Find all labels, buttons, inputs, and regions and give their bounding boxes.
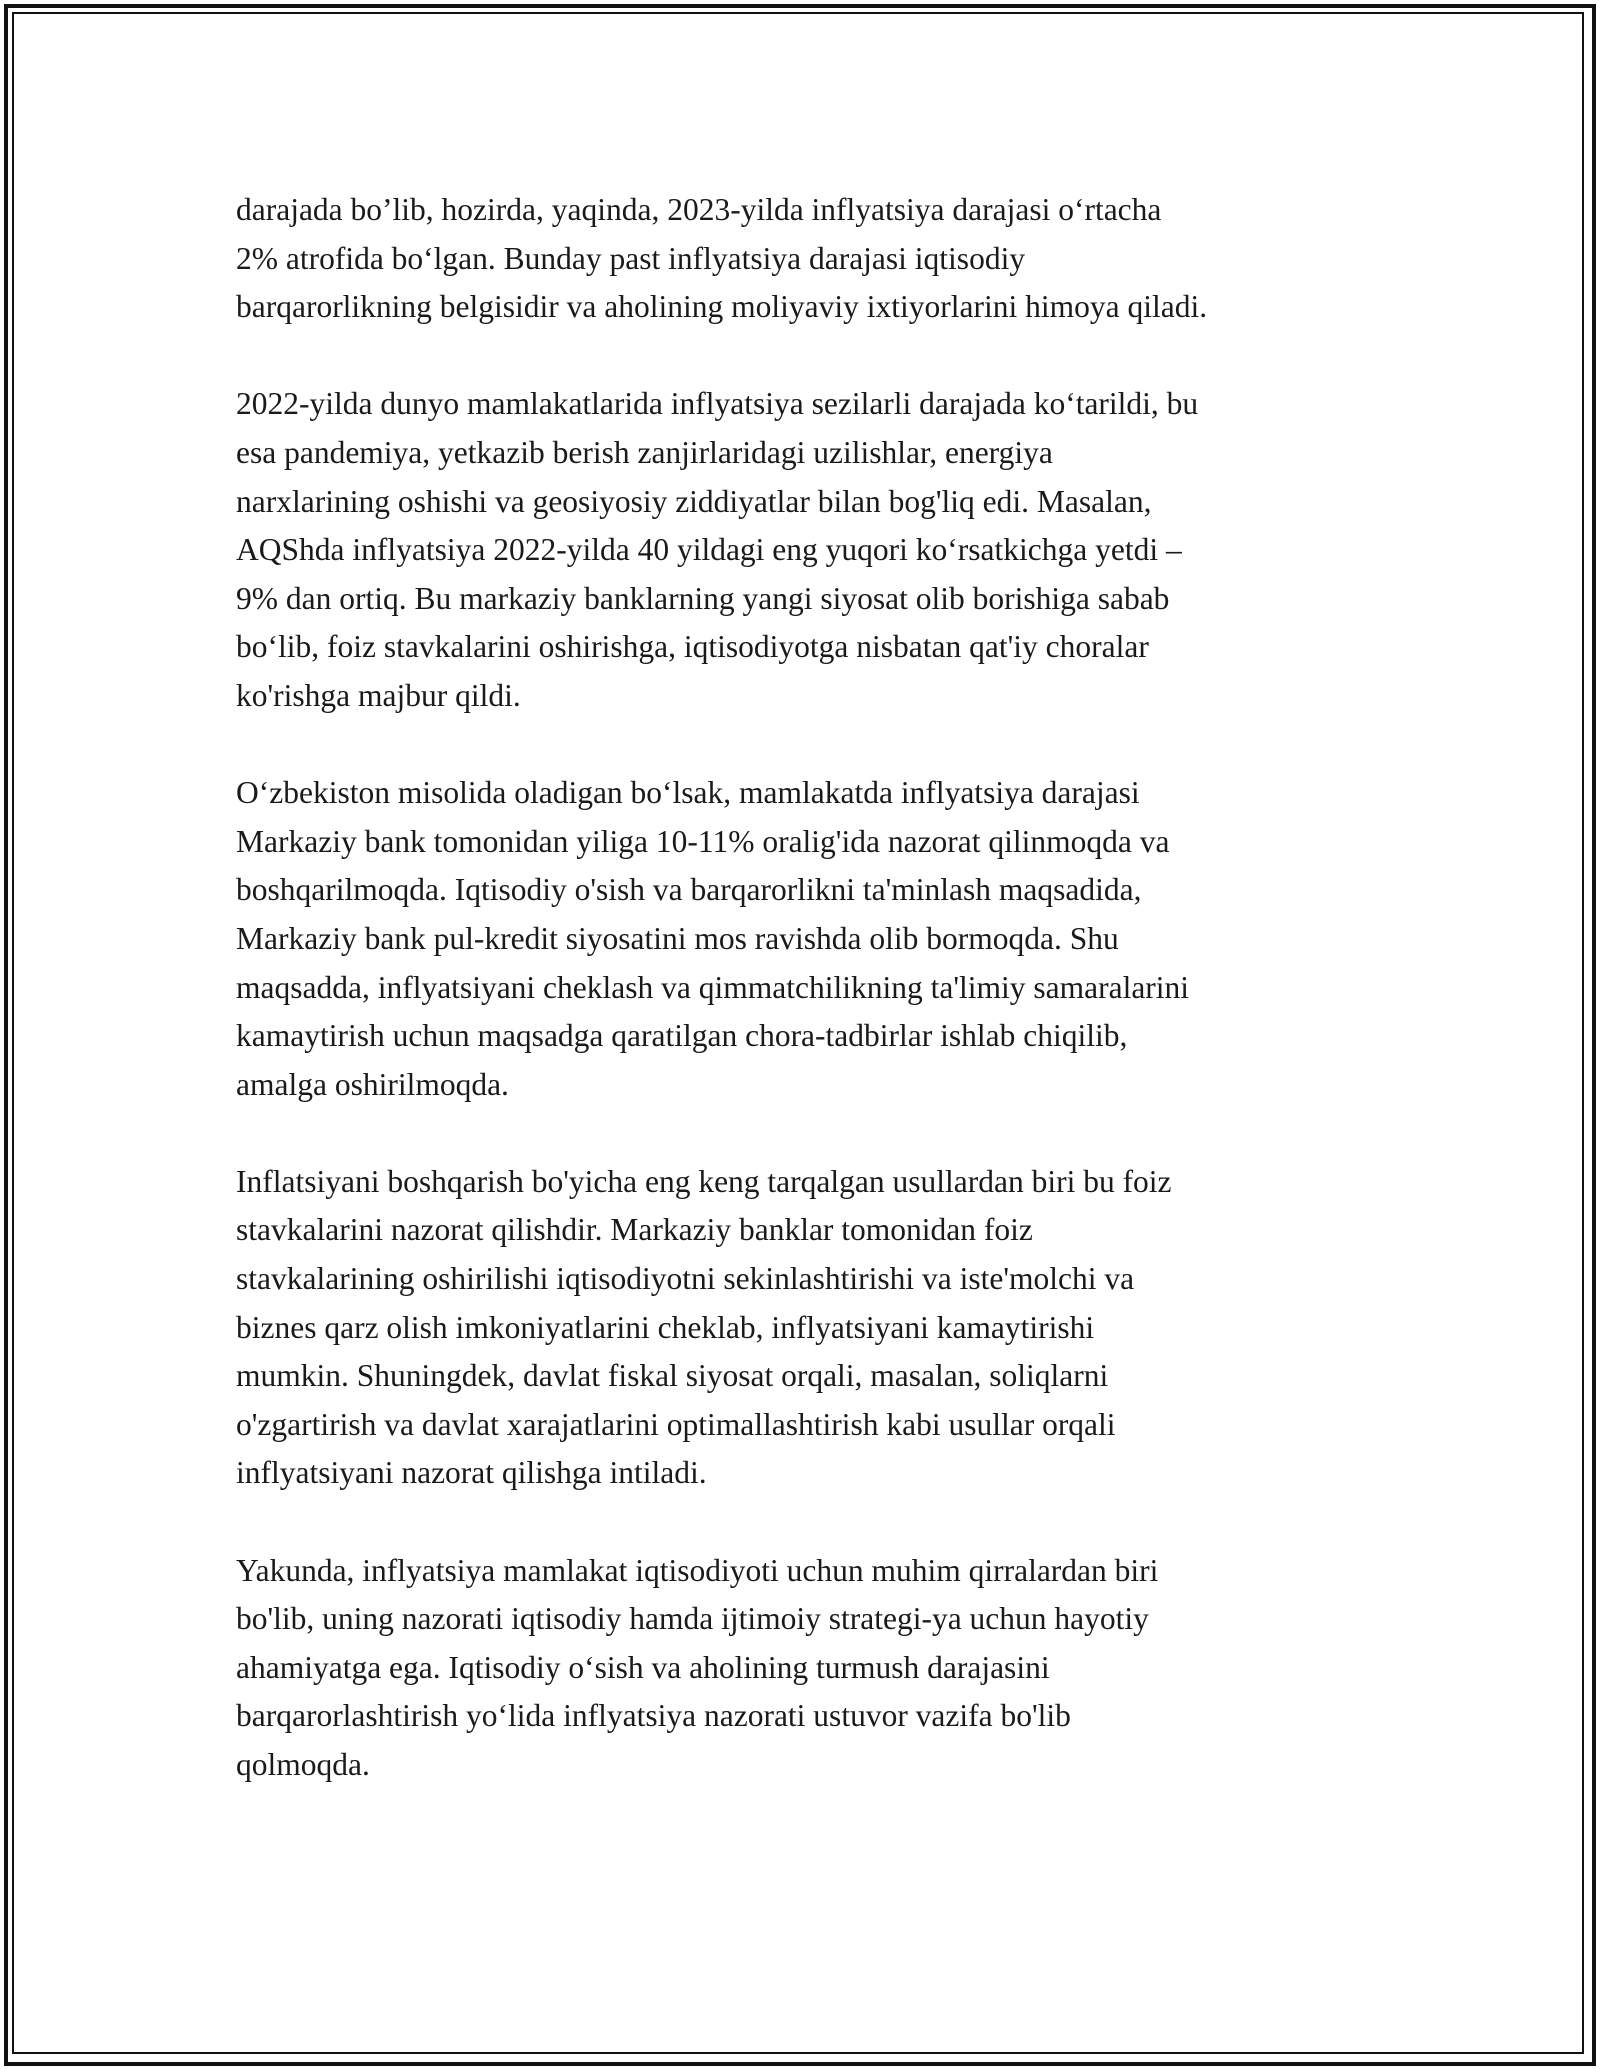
paragraph-1: darajada bo’lib, hozirda, yaqinda, 2023-yilda inflyatsiya darajasi o‘rtacha 2% atrofida bo‘lgan. Bunday past inflyatsiya darajasi iqtisodiy barqarorlikning belgisidir va aholining moliyaviy ixtiyorlarini himoya qiladi. (236, 192, 1208, 325)
paragraph-5: Yakunda, inflyatsiya mamlakat iqtisodiyoti uchun muhim qirralardan biri bo'lib, uning nazorati iqtisodiy hamda ijtimoiy strategi-ya uchun hayotiy ahamiyatga ega. Iqtisodiy o‘sish va aholining turmush darajasini barqarorlashtirish yo‘lida inflyatsiya nazorati ustuvor vazifa bo'lib qolmoqda. (236, 1552, 1159, 1782)
paragraph-4: Inflatsiyani boshqarish bo'yicha eng keng tarqalgan usullardan biri bu foiz stavkalarini nazorat qilishdir. Markaziy banklar tomonidan foiz stavkalarining oshirilishi iqtisodiyotni sekinlashtirishi va iste'molchi va biznes qarz olish imkoniyatlarini cheklab, inflyatsiyani kamaytirishi mumkin. Shuningdek, davlat fiskal siyosat orqali, masalan, soliqlarni o'zgartirish va davlat xarajatlarini optimallashtirish kabi usullar orqali inflyatsiyani nazorat qilishga intiladi. (236, 1163, 1172, 1491)
document-body (236, 186, 1386, 1790)
paragraph-2: 2022-yilda dunyo mamlakatlarida inflyatsiya sezilarli darajada ko‘tarildi, bu esa pandemiya, yetkazib berish zanjirlaridagi uzilishlar, energiya narxlarining oshishi va geosiyosiy ziddiyatlar bilan bog'liq edi. Masalan, AQShda inflyatsiya 2022-yilda 40 yildagi eng yuqori ko‘rsatkichga yetdi – 9% dan ortiq. Bu markaziy banklarning yangi siyosat olib borishiga sabab bo‘lib, foiz stavkalarini oshirishga, iqtisodiyotga nisbatan qat'iy choralar ko'rishga majbur qildi. (236, 386, 1199, 713)
paragraph-3: O‘zbekiston misolida oladigan bo‘lsak, mamlakatda inflyatsiya darajasi Markaziy bank tomonidan yiliga 10-11% oralig'ida nazorat qilinmoqda va boshqarilmoqda. Iqtisodiy o'sish va barqarorlikni ta'minlash maqsadida, Markaziy bank pul-kredit siyosatini mos ravishda olib bormoqda. Shu maqsadda, inflyatsiyani cheklash va qimmatchilikning ta'limiy samaralarini kamaytirish uchun maqsadga qaratilgan chora-tadbirlar ishlab chiqilib, amalga oshirilmoqda. (236, 775, 1190, 1102)
